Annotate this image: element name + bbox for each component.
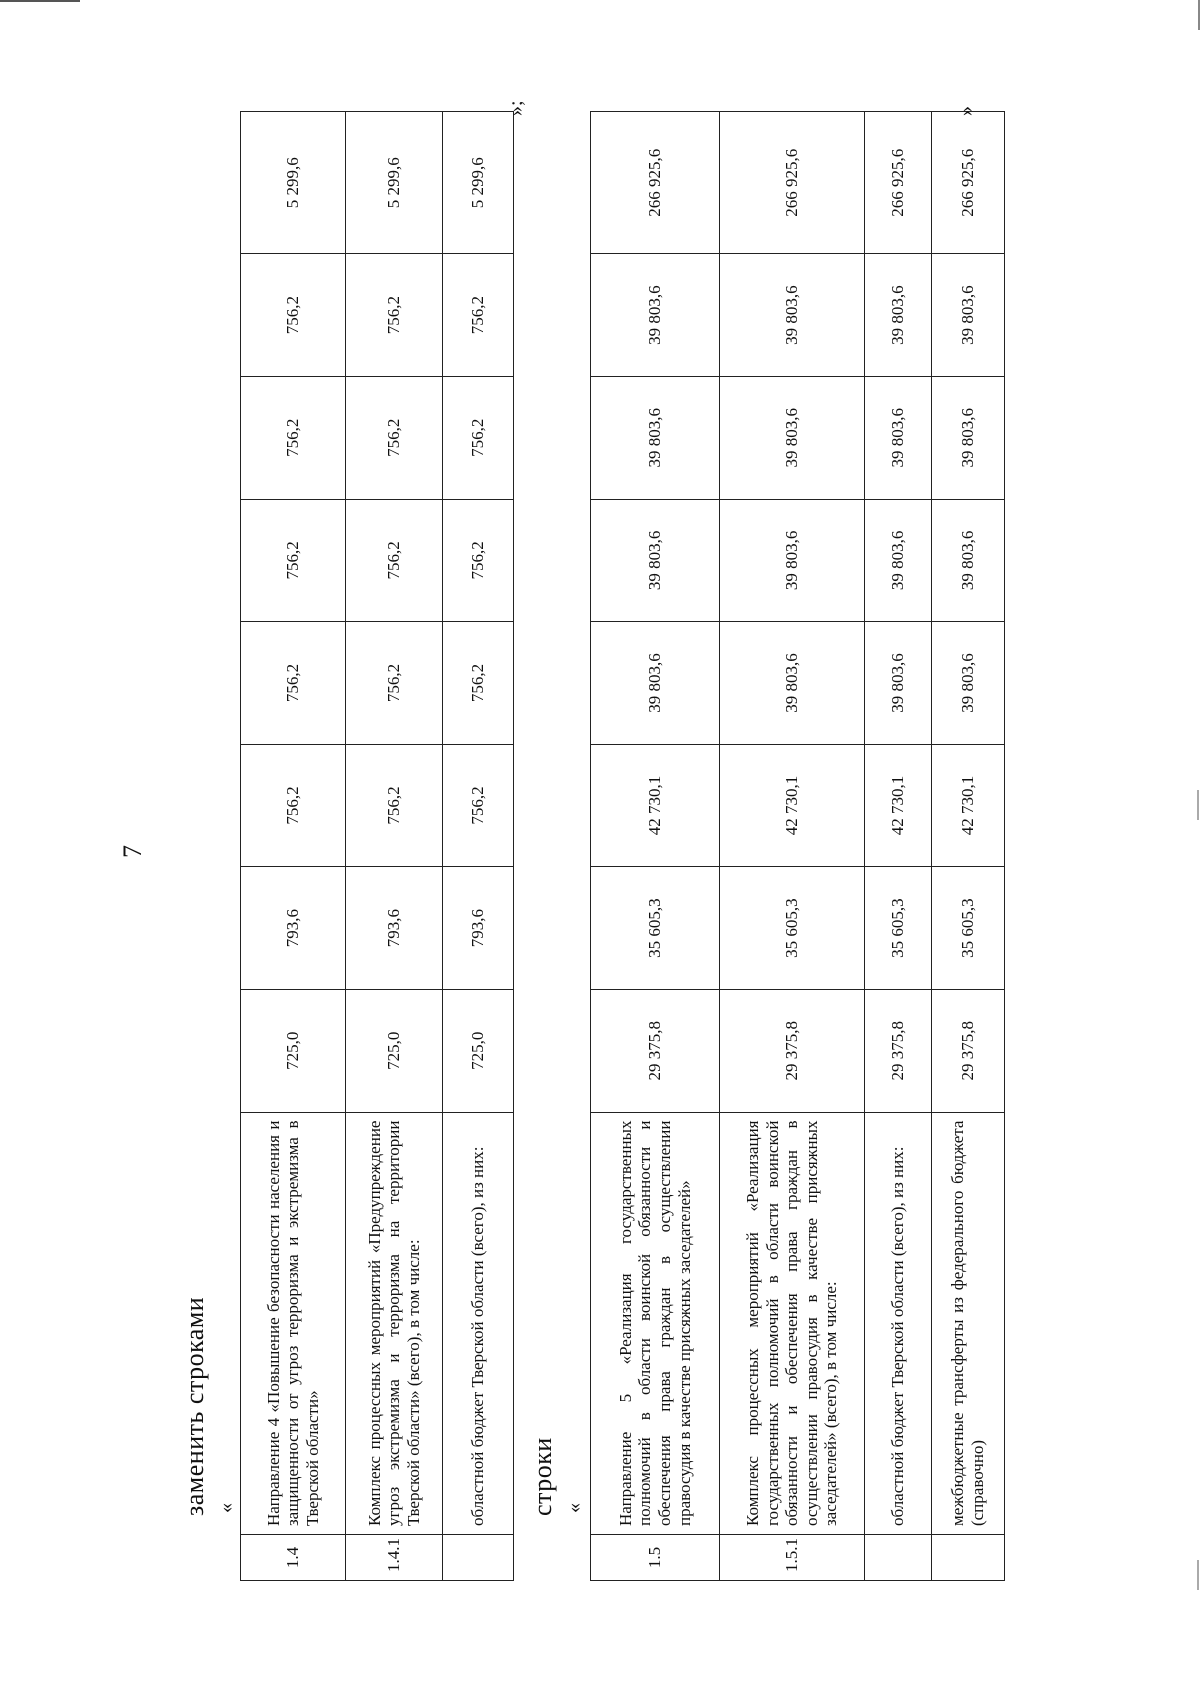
- row-value: 756,2: [443, 744, 514, 867]
- row-value: 29 375,8: [932, 989, 1005, 1112]
- row-value: 756,2: [443, 376, 514, 499]
- row-value: 725,0: [346, 989, 443, 1112]
- section1-open-quote: «: [215, 1503, 237, 1513]
- row-value: 42 730,1: [720, 744, 865, 867]
- row-value: 756,2: [443, 499, 514, 622]
- row-value: 725,0: [443, 989, 514, 1112]
- row-code: [932, 1535, 1005, 1581]
- row-value: 39 803,6: [932, 499, 1005, 622]
- row-value: 39 803,6: [591, 376, 720, 499]
- row-value: 39 803,6: [720, 499, 865, 622]
- row-code: 1.5.1: [720, 1535, 865, 1581]
- row-value: 39 803,6: [865, 254, 932, 377]
- row-name: Комплекс процессных мероприятий «Реализация государственных полномочий в области воинской обязанности и обеспечения права граждан в осуществлении правосудия в качестве присяжных заседателей» (всего), в том числе:: [720, 1112, 865, 1535]
- row-value: 39 803,6: [865, 376, 932, 499]
- row-value: 39 803,6: [932, 254, 1005, 377]
- row-code: 1.5: [591, 1535, 720, 1581]
- row-value: 39 803,6: [720, 622, 865, 745]
- table-row: [591, 112, 720, 1581]
- row-value: 35 605,3: [932, 867, 1005, 990]
- row-value: 42 730,1: [591, 744, 720, 867]
- table-row: [720, 112, 865, 1581]
- row-value: 39 803,6: [591, 254, 720, 377]
- row-value: 29 375,8: [865, 989, 932, 1112]
- row-total: 5 299,6: [443, 112, 514, 254]
- section1-table: [240, 111, 514, 1581]
- row-value: 793,6: [443, 867, 514, 990]
- page-number: 7: [118, 845, 147, 858]
- section2-table: [590, 111, 1005, 1581]
- row-value: 39 803,6: [865, 622, 932, 745]
- row-value: 29 375,8: [591, 989, 720, 1112]
- row-value: 756,2: [241, 376, 346, 499]
- row-value: 35 605,3: [591, 867, 720, 990]
- table-row: [241, 112, 346, 1581]
- row-code: [443, 1535, 514, 1581]
- section2-close-quote: »: [955, 106, 977, 116]
- row-value: 756,2: [346, 499, 443, 622]
- row-value: 756,2: [346, 254, 443, 377]
- section1-heading: заменить строками: [180, 1296, 209, 1516]
- row-value: 39 803,6: [591, 622, 720, 745]
- row-code: 1.4: [241, 1535, 346, 1581]
- row-value: 39 803,6: [932, 376, 1005, 499]
- row-value: 35 605,3: [865, 867, 932, 990]
- row-name: Направление 4 «Повышение безопасности населения и защищенности от угроз терроризма и экстремизма в Тверской области»: [241, 1112, 346, 1535]
- row-total: 266 925,6: [591, 112, 720, 254]
- row-value: 756,2: [241, 744, 346, 867]
- row-code: [865, 1535, 932, 1581]
- row-value: 39 803,6: [932, 622, 1005, 745]
- row-name: межбюджетные трансферты из федерального бюджета (справочно): [932, 1112, 1005, 1535]
- row-value: 793,6: [241, 867, 346, 990]
- section1-close-quote: »;: [505, 100, 527, 116]
- row-value: 39 803,6: [720, 376, 865, 499]
- row-value: 756,2: [443, 254, 514, 377]
- row-total: 266 925,6: [932, 112, 1005, 254]
- row-name: Направление 5 «Реализация государственных полномочий в области воинской обязанности и обеспечения права граждан в осуществлении правосудия в качестве присяжных заседателей»: [591, 1112, 720, 1535]
- row-value: 39 803,6: [591, 499, 720, 622]
- row-value: 39 803,6: [865, 499, 932, 622]
- row-total: 5 299,6: [241, 112, 346, 254]
- table-row: [865, 112, 932, 1581]
- row-value: 756,2: [443, 622, 514, 745]
- row-value: 793,6: [346, 867, 443, 990]
- table-row: [346, 112, 443, 1581]
- row-value: 39 803,6: [720, 254, 865, 377]
- row-name: областной бюджет Тверской области (всего), из них:: [443, 1112, 514, 1535]
- table-row: [932, 112, 1005, 1581]
- row-value: 725,0: [241, 989, 346, 1112]
- row-total: 266 925,6: [720, 112, 865, 254]
- row-value: 756,2: [241, 254, 346, 377]
- row-value: 42 730,1: [932, 744, 1005, 867]
- section2-open-quote: «: [563, 1503, 585, 1513]
- row-total: 266 925,6: [865, 112, 932, 254]
- row-value: 756,2: [241, 499, 346, 622]
- row-code: 1.4.1: [346, 1535, 443, 1581]
- row-value: 756,2: [346, 376, 443, 499]
- row-value: 35 605,3: [720, 867, 865, 990]
- row-value: 29 375,8: [720, 989, 865, 1112]
- section2-heading: строки: [528, 1437, 557, 1516]
- table-row: [443, 112, 514, 1581]
- row-value: 756,2: [241, 622, 346, 745]
- row-name: Комплекс процессных мероприятий «Предупреждение угроз экстремизма и терроризма на территории Тверской области» (всего), в том числе:: [346, 1112, 443, 1535]
- row-value: 42 730,1: [865, 744, 932, 867]
- row-total: 5 299,6: [346, 112, 443, 254]
- row-name: областной бюджет Тверской области (всего), из них:: [865, 1112, 932, 1535]
- row-value: 756,2: [346, 744, 443, 867]
- row-value: 756,2: [346, 622, 443, 745]
